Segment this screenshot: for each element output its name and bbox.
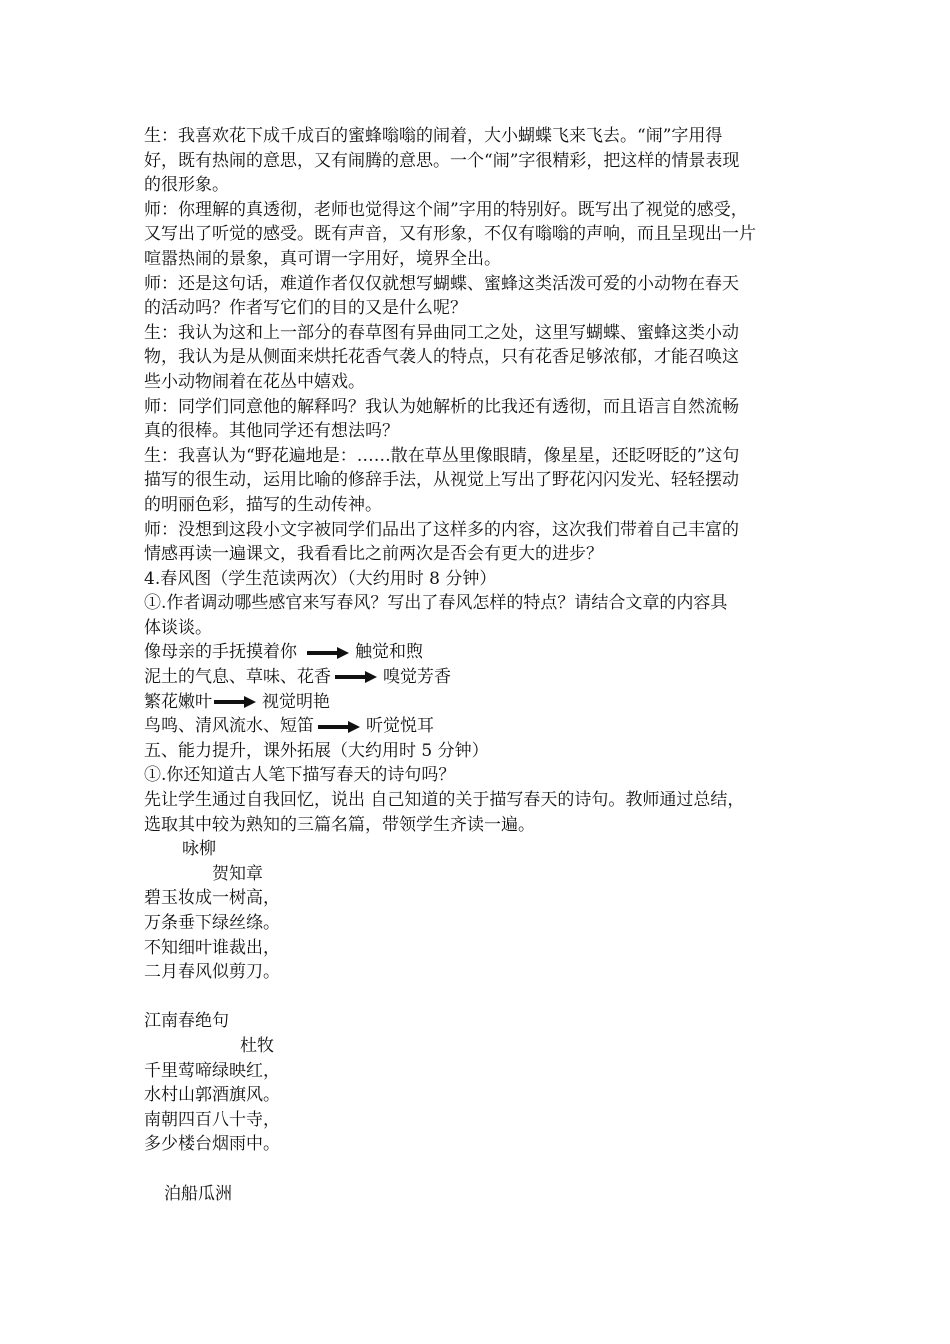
sense-arrow-list: [144, 640, 814, 738]
paragraph-instructions: [144, 788, 814, 837]
text-line: 生：我喜欢花下成千成百的蜜蜂嗡嗡的闹着，大小蝴蝶飞来飞去。“闹”字用得: [144, 126, 723, 146]
sense-arrow-row: [144, 640, 814, 665]
sense-source: 繁花嫩叶: [144, 691, 212, 712]
sense-result: 视觉明艳: [262, 691, 330, 712]
text-line: 的明丽色彩，描写的生动传神。: [144, 494, 382, 515]
right-arrow-icon: [307, 647, 349, 659]
section-heading-spring-wind: 4.春风图（学生范读两次）（大约用时 8 分钟）: [144, 568, 497, 589]
paragraph-student-1: [144, 124, 814, 198]
poem-author: 杜牧: [240, 1035, 274, 1056]
text-line: 描写的很生动，运用比喻的修辞手法，从视觉上写出了野花闪闪发光、轻轻摆动: [144, 470, 739, 491]
poem-yongliu: [144, 837, 814, 985]
text-line: 师：还是这句话，难道作者仅仅就想写蝴蝶、蜜蜂这类活泼可爱的小动物在春天: [144, 273, 739, 294]
paragraph-teacher-2: [144, 272, 814, 321]
text-line: 真的很棒。其他同学还有想法吗？: [144, 421, 399, 442]
sense-source: 泥土的气息、草味、花香: [144, 667, 331, 688]
poem-jiangnanchun: [144, 1009, 814, 1157]
paragraph-student-3: [144, 444, 814, 518]
text-line: 先让学生通过自我回忆，说出 自己知道的关于描写春天的诗句。教师通过总结，: [144, 790, 745, 811]
sense-arrow-row: [144, 665, 814, 690]
poem-line: 南朝四百八十寺，: [144, 1109, 280, 1130]
poem-line: 千里莺啼绿映红，: [144, 1060, 280, 1081]
text-line: 的很形象。: [144, 175, 229, 196]
text-line: 喧嚣热闹的景象，真可谓一字用好，境界全出。: [144, 248, 501, 269]
text-line: 选取其中较为熟知的三篇名篇，带领学生齐读一遍。: [144, 814, 535, 835]
paragraph-teacher-1: [144, 198, 814, 272]
text-line: 生：我喜认为“野花遍地是：……散在草丛里像眼睛，像星星，还眨呀眨的”这句: [144, 445, 740, 466]
sense-source: 像母亲的手抚摸着你: [144, 642, 297, 663]
text-line: 师：没想到这段小文字被同学们品出了这样多的内容，这次我们带着自己丰富的: [144, 519, 739, 540]
poem-title: 江南春绝句: [144, 1011, 229, 1032]
text-line: 生：我认为这和上一部分的春草图有异曲同工之处，这里写蝴蝶、蜜蜂这类小动: [144, 322, 739, 343]
sense-arrow-row: [144, 714, 814, 739]
paragraph-teacher-4: [144, 518, 814, 567]
sense-result: 触觉和煦: [355, 642, 423, 663]
right-arrow-icon: [318, 721, 360, 733]
poem-author: 贺知章: [212, 863, 263, 884]
text-line: 好，既有热闹的意思，又有闹腾的意思。一个“闹”字很精彩，把这样的情景表现: [144, 150, 740, 171]
text-line: 师：同学们同意他的解释吗？我认为她解析的比我还有透彻，而且语言自然流畅: [144, 396, 739, 417]
poem-title: 咏柳: [182, 839, 216, 860]
sense-result: 听觉悦耳: [366, 716, 434, 737]
text-line: 些小动物闹着在花丛中嬉戏。: [144, 371, 365, 392]
poem-line: 不知细叶谁裁出，: [144, 937, 280, 958]
poem-line: 水村山郭酒旗风。: [144, 1085, 280, 1106]
text-line: ①.作者调动哪些感官来写春风？写出了春风怎样的特点？请结合文章的内容具: [144, 593, 728, 614]
poem-bochuanguazhou: [144, 1182, 814, 1207]
document-page: [144, 124, 814, 1206]
section-heading-extension: 五、能力提升，课外拓展（大约用时 5 分钟）: [144, 740, 489, 761]
spacer: [144, 985, 814, 1010]
question-senses: [144, 591, 814, 640]
paragraph-student-2: [144, 321, 814, 395]
poem-title: 泊船瓜洲: [164, 1183, 232, 1204]
poem-line: 二月春风似剪刀。: [144, 962, 280, 983]
sense-source: 鸟鸣、清风流水、短笛: [144, 716, 314, 737]
right-arrow-icon: [214, 696, 256, 708]
text-line: 情感再读一遍课文，我看看比之前两次是否会有更大的进步？: [144, 544, 603, 565]
poem-line: 万条垂下绿丝绦。: [144, 913, 280, 933]
right-arrow-icon: [335, 671, 377, 683]
poem-line: 多少楼台烟雨中。: [144, 1134, 280, 1155]
sense-arrow-row: [144, 690, 814, 715]
question-ancient-poems: ①.你还知道古人笔下描写春天的诗句吗？: [144, 765, 456, 786]
text-line: 师：你理解的真透彻，老师也觉得这个闹”字用的特别好。既写出了视觉的感受，: [144, 199, 748, 220]
spacer: [144, 1157, 814, 1182]
paragraph-teacher-3: [144, 395, 814, 444]
text-line: 物，我认为是从侧面来烘托花香气袭人的特点，只有花香足够浓郁，才能召唤这: [144, 347, 739, 368]
poem-line: 碧玉妆成一树高，: [144, 888, 280, 909]
text-line: 的活动吗？作者写它们的目的又是什么呢？: [144, 298, 467, 319]
text-line: 体谈谈。: [144, 617, 212, 638]
sense-result: 嗅觉芳香: [383, 667, 451, 688]
text-line: 又写出了听觉的感受。既有声音，又有形象，不仅有嗡嗡的声响，而且呈现出一片: [144, 224, 756, 245]
